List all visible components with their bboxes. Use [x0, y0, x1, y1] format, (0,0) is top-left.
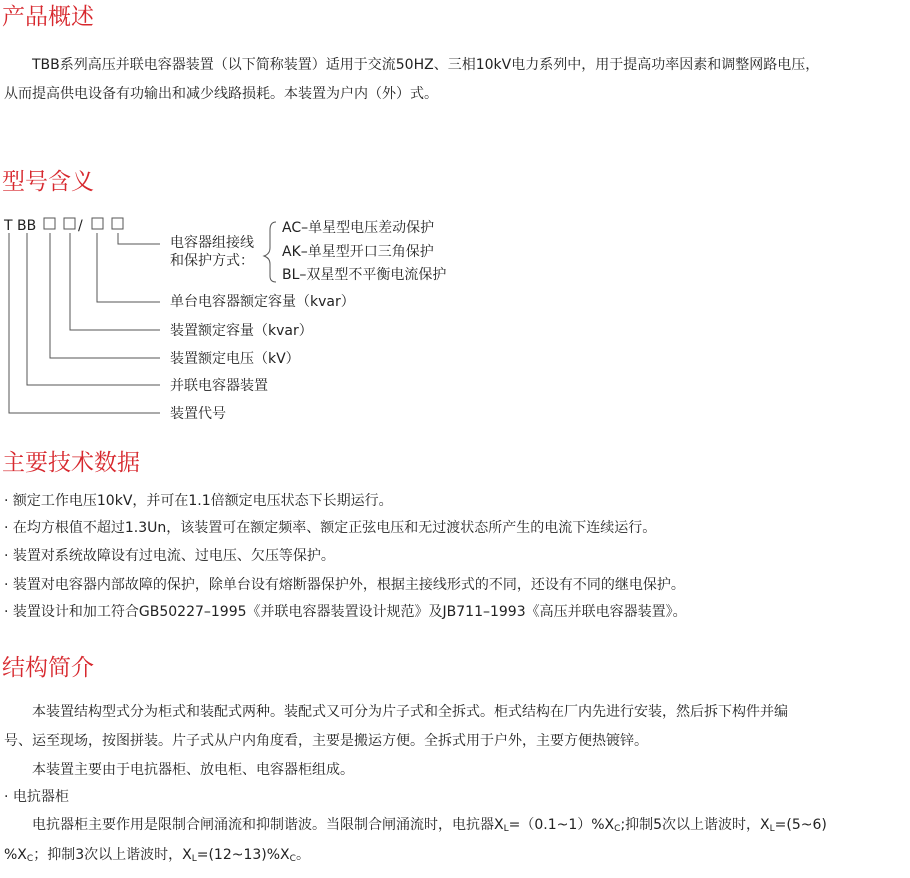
structure-para1-line2: 号、运至现场，按图拼装。片子式从户内角度看，主要是搬运方便。全拆式用于户外，主要方便热镀锌。: [4, 733, 648, 749]
wiring-label-1: 电容器组接线: [170, 235, 254, 251]
code-prefix: T BB: [4, 218, 37, 234]
model-item-device-capacity: 装置额定容量（kvar）: [170, 323, 313, 339]
wiring-option-ac: AC–单星型电压差动保护: [282, 220, 435, 236]
spec-bullet-2: · 在均方根值不超过1.3Un，该装置可在额定频率、额定正弦电压和无过渡状态所产生的电流下连续运行。: [4, 520, 657, 536]
code-box-4: [112, 218, 123, 229]
model-item-parallel: 并联电容器装置: [170, 378, 268, 394]
model-item-unit-capacity: 单台电容器额定容量（kvar）: [170, 294, 355, 310]
leader-voltage: [50, 233, 160, 358]
spec-bullet-1: · 额定工作电压10kV，并可在1.1倍额定电压状态下长期运行。: [4, 493, 393, 509]
overview-line-2: 从而提高供电设备有功输出和减少线路损耗。本装置为户内（外）式。: [4, 86, 438, 102]
structure-para1-line1: 本装置结构型式分为柜式和装配式两种。装配式又可分为片子式和全拆式。柜式结构在厂内先进行安装，然后拆下构件并编: [32, 704, 788, 720]
leader-wiring: [118, 233, 160, 244]
code-box-2: [64, 218, 75, 229]
spec-bullet-5: · 装置设计和加工符合GB50227–1995《并联电容器装置设计规范》及JB711–1993《高压并联电容器装置》。: [4, 604, 687, 620]
wiring-label-2: 和保护方式：: [170, 253, 254, 269]
section-title-overview: 产品概述: [2, 4, 94, 30]
code-box-3: [92, 218, 103, 229]
leader-parallel: [27, 233, 160, 385]
structure-para3: 电抗器柜主要作用是限制合闸涌流和抑制谐波。当限制合闸涌流时，电抗器$X_L=(0.1\sim 1)\%X_C$;抑制5次以上谐波时，$X_L=(5\sim 6)$: [32, 817, 827, 834]
overview-line-1: TBB系列高压并联电容器装置（以下简称装置）适用于交流50HZ、三相10kV电力系列中，用于提高功率因素和调整网路电压，: [32, 57, 820, 73]
model-item-code: 装置代号: [170, 406, 226, 422]
leader-device-capacity: [70, 233, 160, 330]
section-title-structure: 结构简介: [2, 655, 94, 681]
section-title-model: 型号含义: [2, 169, 94, 195]
structure-para2: 本装置主要由于电抗器柜、放电柜、电容器柜组成。: [32, 762, 354, 778]
leader-code: [9, 233, 160, 413]
model-diagram-lines: [0, 210, 520, 430]
code-box-1: [44, 218, 55, 229]
model-item-voltage: 装置额定电压（kV）: [170, 351, 300, 367]
section-title-specs: 主要技术数据: [2, 450, 140, 476]
spec-bullet-4: · 装置对电容器内部故障的保护，除单台设有熔断器保护外，根据主接线形式的不同，还设有不同的继电保护。: [4, 577, 685, 593]
structure-para4: $\%X_C$；抑制3次以上谐波时，$X_L=(12\sim 13)\%X_C$。: [4, 847, 310, 864]
code-slash: /: [78, 218, 83, 234]
structure-subtitle-reactor: · 电抗器柜: [4, 789, 69, 805]
options-brace: [264, 222, 276, 282]
spec-bullet-3: · 装置对系统故障设有过电流、过电压、欠压等保护。: [4, 548, 335, 564]
wiring-option-ak: AK–单星型开口三角保护: [282, 244, 434, 260]
wiring-option-bl: BL–双星型不平衡电流保护: [282, 267, 447, 283]
leader-unit-capacity: [97, 233, 160, 302]
